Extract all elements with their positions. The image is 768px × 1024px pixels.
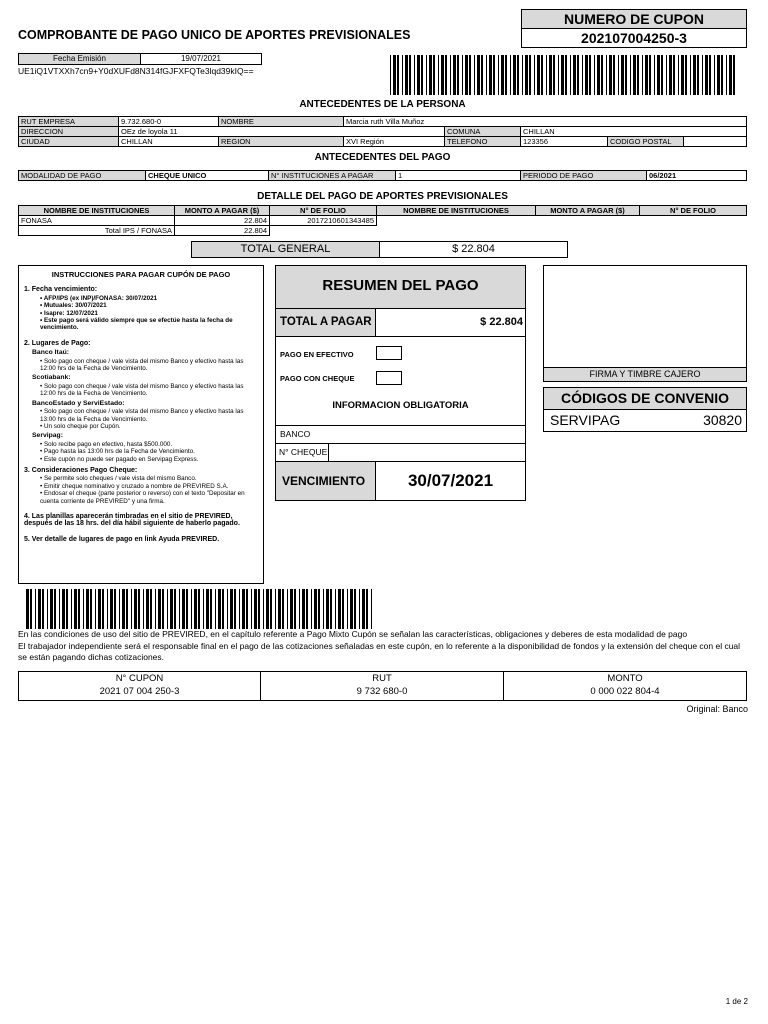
instr-item: • Pago hasta las 13:00 hrs de la Fecha de Vencimiento. xyxy=(40,448,258,455)
persona-section-title: ANTECEDENTES DE LA PERSONA xyxy=(299,99,466,110)
legal-p1: En las condiciones de uso del sitio de PREVIRED, en el capítulo referente a Pago Mixto Cupón se señalan las características, obligaciones y deberes de esta modalidad de pago xyxy=(18,629,688,639)
direccion-value: OEz de loyola 11 xyxy=(118,126,445,137)
efectivo-label: PAGO EN EFECTIVO xyxy=(280,350,354,359)
postal-label: CODIGO POSTAL xyxy=(607,136,684,147)
instr-item: • AFP/IPS (ex INP)/FONASA: 30/07/2021 xyxy=(40,295,258,302)
instr-section-2: 2. Lugares de Pago: xyxy=(24,339,91,347)
barcode-top xyxy=(390,55,740,95)
ncheque-row xyxy=(275,443,526,462)
convenio-title: CÓDIGOS DE CONVENIO xyxy=(543,387,747,410)
ncheque-label: N° CHEQUE xyxy=(276,444,329,461)
resumen-title: RESUMEN DEL PAGO xyxy=(275,265,526,309)
instr-item: • Emitir cheque nominativo y cruzado a nombre de PREVIRED S.A. xyxy=(40,483,258,490)
pago-table xyxy=(18,170,747,181)
periodo-label: PERIODO DE PAGO xyxy=(520,170,647,181)
metodo-pago-box xyxy=(275,336,526,426)
instr-item: • Solo pago con cheque / vale vista del mismo Banco y efectivo hasta las 13:00 hrs de la Fecha de Vencimiento. xyxy=(40,408,258,423)
rut-value: 9.732.680-0 xyxy=(118,116,219,127)
convenio-name: SERVIPAG xyxy=(550,412,621,428)
col-header: NOMBRE DE INSTITUCIONES xyxy=(18,205,175,216)
detalle-total-value: 22.804 xyxy=(174,225,270,236)
instr-item: • Endosar el cheque (parte posterior o reverso) con el texto "Depositar en cuenta corriente de PREVIRED" y una firma. xyxy=(40,490,258,505)
ciudad-value: CHILLAN xyxy=(118,136,219,147)
instituciones-label: N° INSTITUCIONES A PAGAR xyxy=(268,170,396,181)
convenio-code: 30820 xyxy=(703,412,742,428)
detalle-table xyxy=(18,205,747,239)
footer-cupon-value: 2021 07 004 250-3 xyxy=(99,686,180,697)
telefono-label: TELEFONO xyxy=(444,136,521,147)
footer-table xyxy=(18,671,747,701)
page-number: 1 de 2 xyxy=(725,997,748,1006)
instr-estado: BancoEstado y ServiEstado: xyxy=(32,399,125,407)
col-header: N° DE FOLIO xyxy=(639,205,747,216)
detalle-folio: 2017210601343485 xyxy=(269,215,377,226)
detalle-total-label: Total IPS / FONASA xyxy=(18,225,175,236)
cheque-label: PAGO CON CHEQUE xyxy=(280,374,355,383)
vencimiento-value: 30/07/2021 xyxy=(375,461,526,501)
instr-item: • Un solo cheque por Cupón. xyxy=(40,423,258,430)
instr-item: • Solo pago con cheque / vale vista del mismo Banco y efectivo hasta las 12:00 hrs de la Fecha de Vencimiento. xyxy=(40,358,258,373)
total-pagar-label: TOTAL A PAGAR xyxy=(275,308,376,337)
modalidad-value: CHEQUE UNICO xyxy=(145,170,269,181)
instr-item: • Isapre: 12/07/2021 xyxy=(40,310,258,317)
total-general-label: TOTAL GENERAL xyxy=(191,241,380,258)
total-pagar-value: $ 22.804 xyxy=(375,308,526,337)
detalle-section-title: DETALLE DEL PAGO DE APORTES PREVISIONALES xyxy=(257,191,508,202)
detalle-monto: 22.804 xyxy=(174,215,270,226)
cheque-checkbox[interactable] xyxy=(376,371,402,385)
barcode-bottom xyxy=(26,589,376,629)
convenio-row xyxy=(543,409,747,432)
firma-label: FIRMA Y TIMBRE CAJERO xyxy=(543,367,747,382)
document-title: COMPROBANTE DE PAGO UNICO DE APORTES PREVISIONALES xyxy=(18,28,411,42)
instrucciones-title: INSTRUCCIONES PARA PAGAR CUPÓN DE PAGO xyxy=(51,270,231,279)
col-header: MONTO A PAGAR ($) xyxy=(174,205,270,216)
instr-item: • Mutuales: 30/07/2021 xyxy=(40,302,258,309)
hash-code: UE1iQ1VTXXh7cn9+Y0dXUFd8N314fGJFXFQTe3lqd39kIQ== xyxy=(18,66,254,76)
footer-monto-label: MONTO xyxy=(607,673,643,684)
banco-field[interactable]: BANCO xyxy=(275,425,526,444)
instr-servipag: Servipag: xyxy=(32,432,63,440)
cupon-number: 202107004250-3 xyxy=(521,28,747,48)
direccion-label: DIRECCION xyxy=(18,126,119,137)
instr-section-1: 1. Fecha vencimiento: xyxy=(24,286,98,294)
instr-item: • Se permite solo cheques / vale vista del mismo Banco. xyxy=(40,475,258,482)
col-header: N° DE FOLIO xyxy=(269,205,377,216)
col-header: NOMBRE DE INSTITUCIONES xyxy=(376,205,536,216)
region-label: REGION xyxy=(218,136,344,147)
persona-table xyxy=(18,116,747,149)
instr-item: • Este cupón no puede ser pagado en Servipag Express. xyxy=(40,456,258,463)
instrucciones-panel xyxy=(18,265,264,584)
instr-item: • Solo recibe pago en efectivo, hasta $500.000. xyxy=(40,441,258,448)
instr-item: • Solo pago con cheque / vale vista del mismo Banco y efectivo hasta las 12:00 hrs de la Fecha de Vencimiento. xyxy=(40,383,258,398)
region-value: XVI Región xyxy=(343,136,445,147)
cupon-label: NUMERO DE CUPON xyxy=(521,9,747,29)
footer-cupon-label: N° CUPON xyxy=(115,673,164,684)
col-header: MONTO A PAGAR ($) xyxy=(535,205,640,216)
comuna-value: CHILLAN xyxy=(520,126,747,137)
footer-rut-label: RUT xyxy=(372,673,392,684)
ciudad-label: CIUDAD xyxy=(18,136,119,147)
rut-label: RUT EMPRESA xyxy=(18,116,119,127)
modalidad-label: MODALIDAD DE PAGO xyxy=(18,170,146,181)
footer-rut-value: 9 732 680-0 xyxy=(356,686,408,697)
instituciones-value: 1 xyxy=(395,170,521,181)
total-general-value: $ 22.804 xyxy=(379,241,568,258)
pago-section-title: ANTECEDENTES DEL PAGO xyxy=(314,152,451,163)
instr-itau: Banco Itaú: xyxy=(32,349,70,357)
instr-section-3: 3. Consideraciones Pago Cheque: xyxy=(24,466,138,474)
legal-p2: El trabajador independiente será el responsable final en el pago de las cotizaciones señaladas en este cupón, en lo referente a la disponibilidad de fondos y la extensión del cheque con el cual se están pagando dichas cotizaciones. xyxy=(18,641,741,662)
detalle-institucion: FONASA xyxy=(18,215,175,226)
instr-section-5: 5. Ver detalle de lugares de pago en link Ayuda PREVIRED. xyxy=(24,535,220,543)
nombre-label: NOMBRE xyxy=(218,116,344,127)
telefono-value: 123356 xyxy=(520,136,608,147)
firma-box xyxy=(543,265,747,368)
vencimiento-label: VENCIMIENTO xyxy=(275,461,376,501)
footer-monto-value: 0 000 022 804-4 xyxy=(590,686,660,697)
instr-item: • Este pago será válido siempre que se efectúe hasta la fecha de vencimiento. xyxy=(40,317,258,332)
efectivo-checkbox[interactable] xyxy=(376,346,402,360)
info-obligatoria-label: INFORMACION OBLIGATORIA xyxy=(332,400,469,411)
postal-value xyxy=(683,136,747,147)
instr-section-4: 4. Las planillas aparecerán timbradas en el sitio de PREVIRED, después de las 18 hrs. del día hábil siguiente de haberlo pagado. xyxy=(24,512,240,528)
nombre-value: Marcia ruth Villa Muñoz xyxy=(343,116,747,127)
fecha-emision-value: 19/07/2021 xyxy=(140,53,262,65)
original-label: Original: Banco xyxy=(686,704,748,714)
comuna-label: COMUNA xyxy=(444,126,521,137)
instr-scotia: Scotiabank: xyxy=(32,374,71,382)
fecha-emision-label: Fecha Emisión xyxy=(18,53,141,65)
periodo-value: 06/2021 xyxy=(646,170,747,181)
